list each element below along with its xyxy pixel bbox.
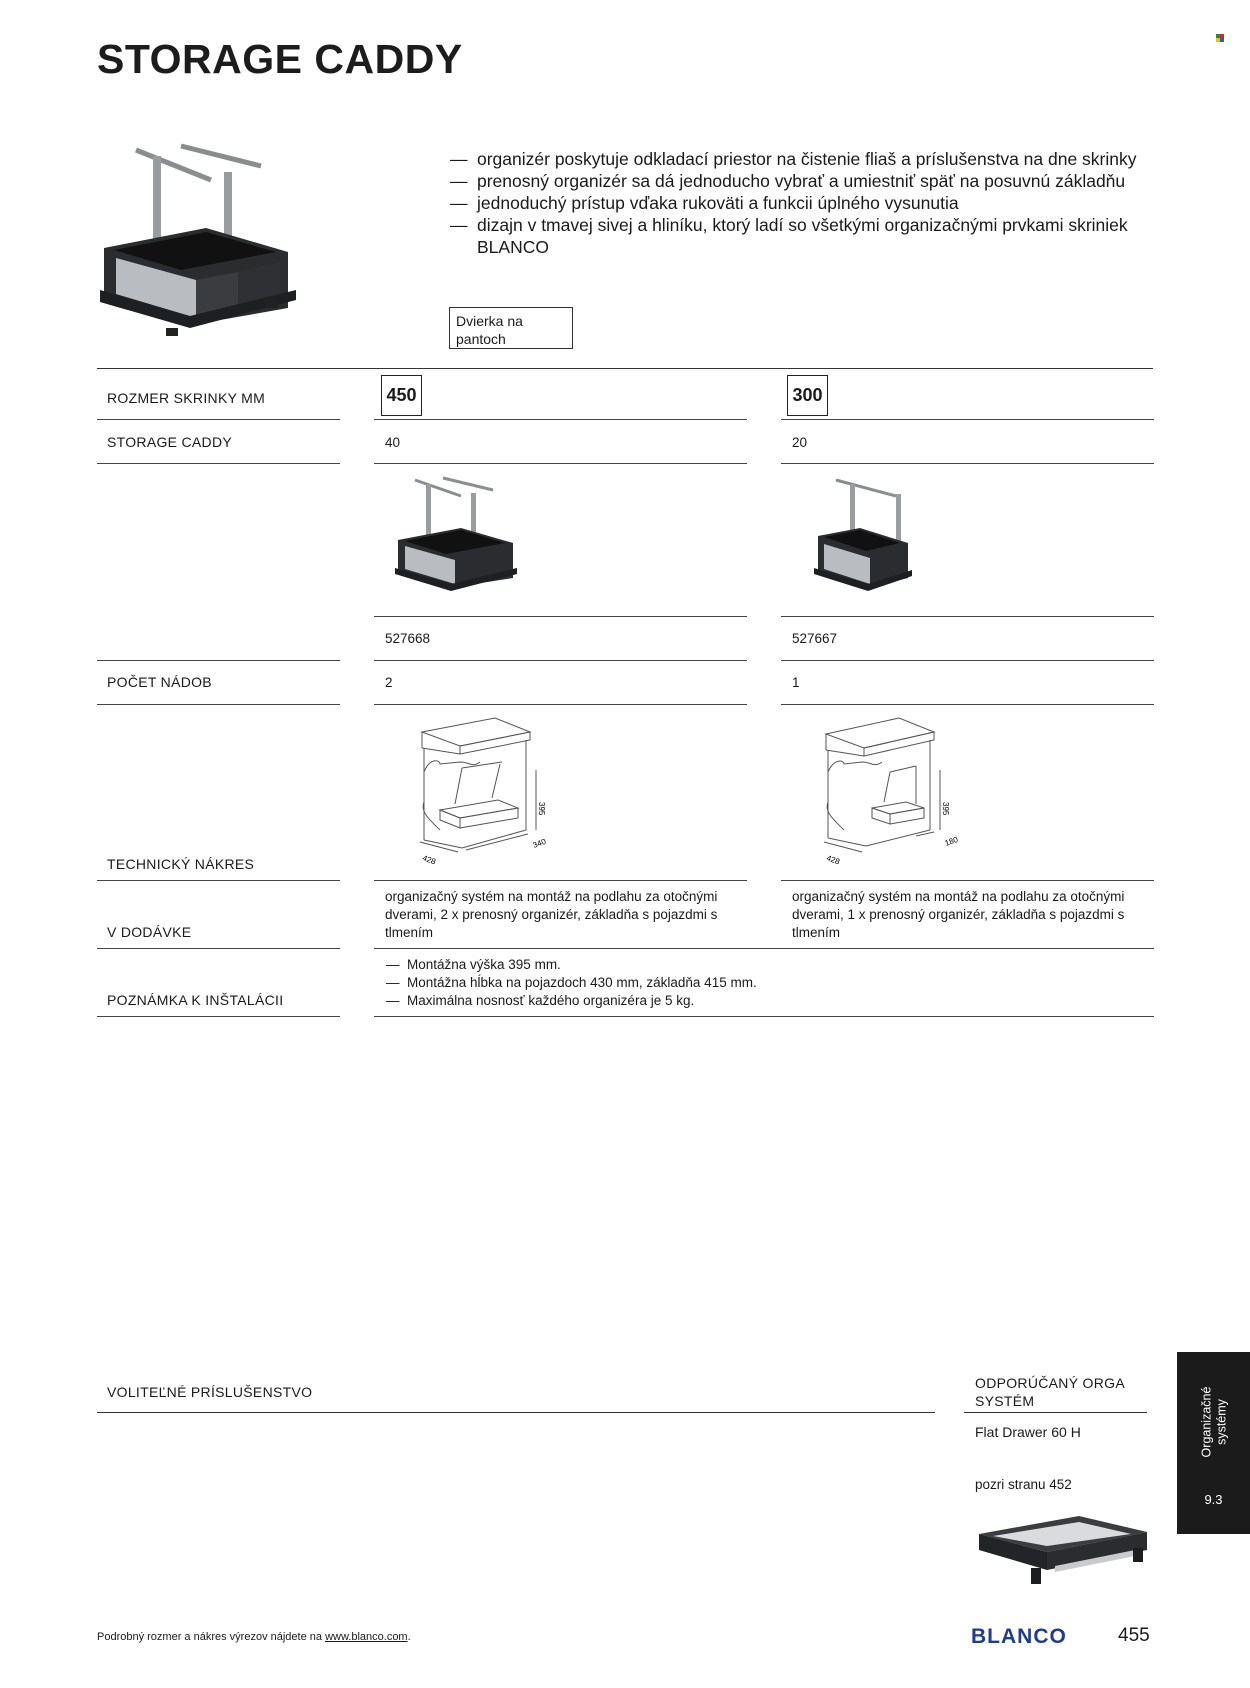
dim-width-300: 180	[943, 834, 960, 848]
color-registration-mark-icon	[1216, 34, 1224, 42]
container-count-300: 1	[792, 675, 800, 690]
dim-height-300: 395	[941, 802, 950, 816]
cabinet-size-300: 300	[787, 375, 828, 416]
product-image-450	[393, 474, 520, 606]
install-note-item: — Maximálna nosnosť každého organizéra je 5 kg.	[386, 993, 695, 1008]
recommended-product: Flat Drawer 60 H	[975, 1424, 1081, 1440]
dim-height-450: 395	[537, 802, 546, 816]
chapter-number: 9.3	[1204, 1492, 1223, 1507]
storage-caddy-hero-image	[96, 140, 301, 355]
page-number: 455	[1118, 1625, 1150, 1646]
label-technical-drawing: TECHNICKÝ NÁKRES	[107, 856, 255, 872]
technical-drawing-450	[400, 712, 570, 872]
feature-item: — prenosný organizér sa dá jednoducho vybrať a umiestniť späť na posuvnú základňu	[450, 171, 1126, 191]
label-install-note: POZNÁMKA K INŠTALÁCII	[107, 992, 284, 1008]
product-value-300: 20	[792, 435, 808, 450]
dim-depth-300: 428	[825, 853, 841, 867]
footer-note: Podrobný rozmer a nákres výrezov nájdete na www.blanco.com.	[97, 1631, 411, 1643]
label-cabinet-size: ROZMER SKRINKY MM	[107, 390, 266, 406]
container-count-450: 2	[385, 675, 393, 690]
label-optional-accessories: VOLITEĽNÉ PRÍSLUŠENSTVO	[107, 1384, 313, 1400]
dim-depth-450: 428	[421, 853, 437, 867]
chapter-tab-label: Organizačné systémy	[1199, 1386, 1228, 1458]
article-number-450: 527668	[385, 631, 431, 646]
feature-item: — dizajn v tmavej sivej a hliníku, ktorý ladí so všetkými organizačnými prvkami skriniek BLANCO	[450, 215, 1128, 257]
label-container-count: POČET NÁDOB	[107, 674, 212, 690]
chapter-tab	[1177, 1352, 1250, 1534]
brand-logo: BLANCO	[971, 1625, 1067, 1648]
label-delivery: V DODÁVKE	[107, 924, 192, 940]
delivery-450: organizačný systém na montáž na podlahu za otočnými dverami, 2 x prenosný organizér, základňa s pojazdmi s tlmením	[385, 889, 718, 940]
article-number-300: 527667	[792, 631, 838, 646]
cabinet-size-450: 450	[381, 375, 422, 416]
page-title: STORAGE CADDY	[97, 36, 463, 82]
feature-item: — organizér poskytuje odkladací priestor na čistenie fliaš a príslušenstva na dne skrinky	[450, 149, 1137, 169]
dim-width-450: 340	[531, 836, 548, 850]
website-link[interactable]: www.blanco.com	[325, 1631, 408, 1643]
recommended-heading: ODPORÚČANÝ ORGA SYSTÉM	[975, 1375, 1125, 1409]
door-type-badge: Dvierka na pantoch	[449, 307, 573, 349]
label-product: STORAGE CADDY	[107, 434, 232, 450]
feature-item: — jednoduchý prístup vďaka rukoväti a funkcii úplného vysunutia	[450, 193, 959, 213]
install-notes	[386, 956, 757, 1010]
feature-list	[450, 148, 1150, 258]
product-value-450: 40	[385, 435, 401, 450]
install-note-item: — Montážna hĺbka na pojazdoch 430 mm, základňa 415 mm.	[386, 975, 757, 990]
technical-drawing-300	[806, 712, 976, 872]
delivery-300: organizačný systém na montáž na podlahu za otočnými dverami, 1 x prenosný organizér, základňa s pojazdmi s tlmením	[792, 889, 1125, 940]
flat-drawer-image	[975, 1510, 1150, 1592]
recommended-page-ref: pozri stranu 452	[975, 1477, 1072, 1492]
install-note-item: — Montážna výška 395 mm.	[386, 957, 561, 972]
product-image-300	[810, 474, 915, 606]
